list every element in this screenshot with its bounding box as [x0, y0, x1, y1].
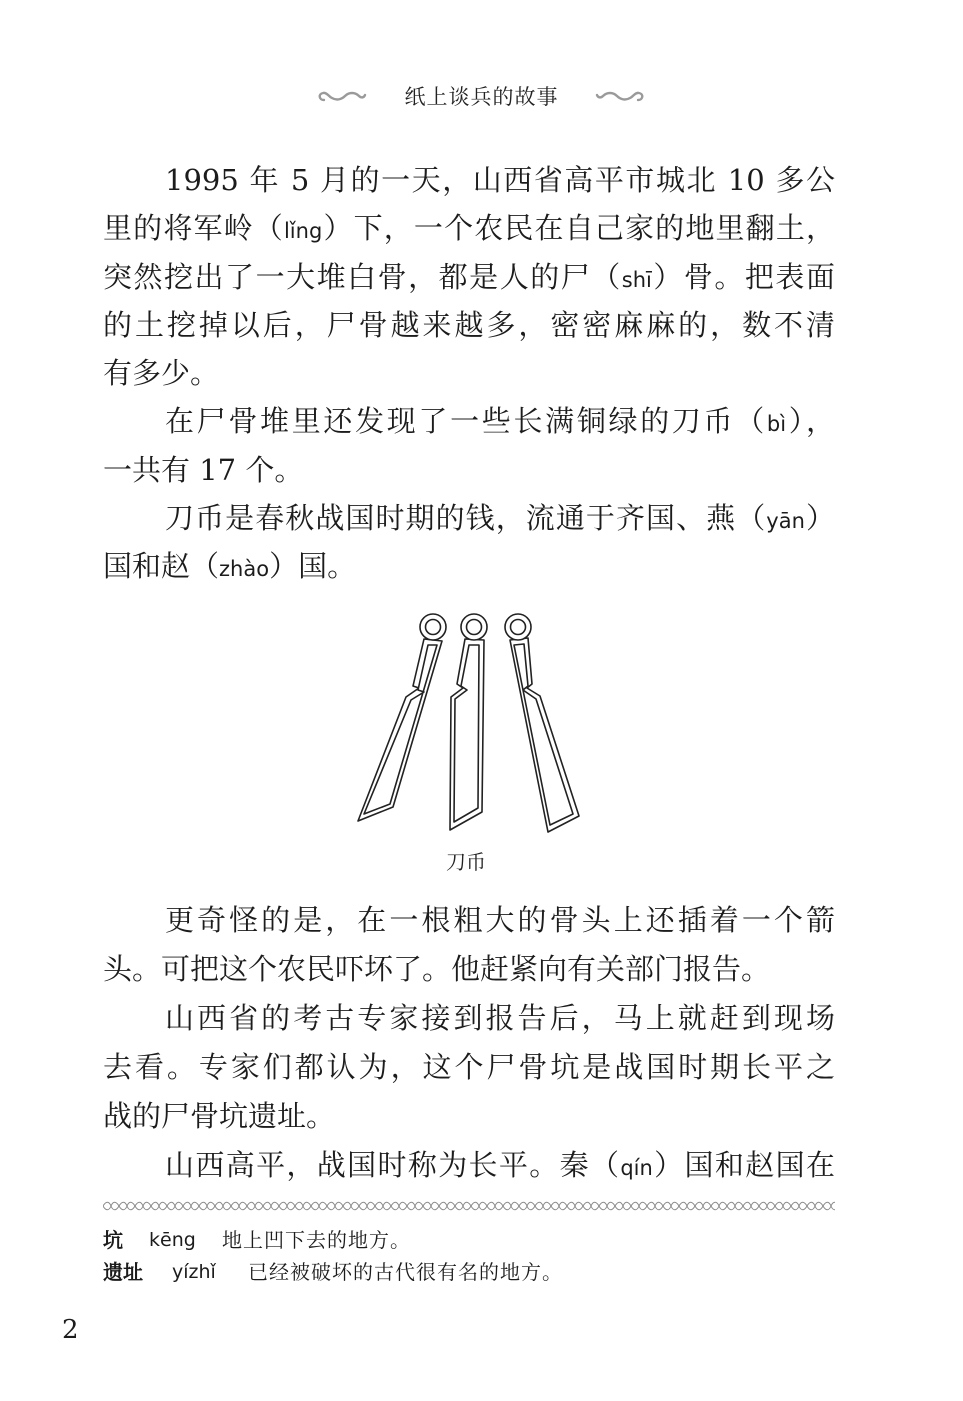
paragraph-1-line-5: 有多少。 — [103, 356, 220, 390]
pinyin-annotation: zhào — [219, 557, 270, 581]
paragraph-2-line-1: 在尸骨堆里还发现了一些长满铜绿的刀币（bì）， — [165, 404, 835, 439]
footnote-definition: 地上凹下去的地方。 — [222, 1228, 411, 1252]
page-number: 2 — [62, 1315, 79, 1345]
knife-coin-left — [358, 614, 446, 821]
footnote-term: 遗址 — [103, 1260, 143, 1284]
figure-caption: 刀币 — [446, 850, 486, 874]
pinyin-annotation: yān — [766, 508, 805, 533]
footnote-divider — [103, 1200, 835, 1212]
paragraph-1-line-4: 的土挖掉以后，尸骨越来越多，密密麻麻的，数不清 — [103, 307, 835, 342]
footnote-1 — [103, 1227, 123, 1253]
header-right-ornament-icon — [594, 87, 646, 107]
paragraph-1-line-3: 突然挖出了一大堆白骨，都是人的尸（shī）骨。把表面 — [103, 259, 835, 294]
body-text-upper — [103, 156, 835, 590]
paragraph-4-line-1: 更奇怪的是，在一根粗大的骨头上还插着一个箭 — [165, 902, 835, 937]
footnote-2-definition-wrap — [248, 1259, 563, 1285]
knife-coin-middle — [450, 614, 487, 830]
running-header-title: 纸上谈兵的故事 — [404, 85, 559, 109]
knife-coin-illustration — [340, 600, 600, 845]
paragraph-5-line-2: 去看。专家们都认为，这个尸骨坑是战国时期长平之 — [103, 1049, 835, 1084]
paragraph-4-line-2: 头。可把这个农民吓坏了。他赶紧向有关部门报告。 — [103, 951, 771, 986]
footnote-definition: 已经被破坏的古代很有名的地方。 — [248, 1260, 563, 1284]
body-text-lower — [103, 896, 835, 1190]
footnote-pinyin: yízhǐ — [172, 1261, 216, 1283]
footnote-pinyin: kēng — [149, 1229, 196, 1251]
pinyin-annotation: qín — [620, 1155, 653, 1180]
footnote-2 — [103, 1259, 143, 1285]
pinyin-annotation: bì — [766, 412, 787, 437]
paragraph-6-line-1: 山西高平，战国时称为长平。秦（qín）国和赵国在 — [165, 1147, 835, 1182]
paragraph-5-line-1: 山西省的考古专家接到报告后，马上就赶到现场 — [165, 1000, 835, 1035]
paragraph-2-line-2: 一共有 17 个。 — [103, 452, 304, 487]
pinyin-annotation: shī — [621, 267, 652, 292]
paragraph-3-line-1: 刀币是春秋战国时期的钱，流通于齐国、燕（yān） — [165, 500, 835, 535]
paragraph-1-line-2: 里的将军岭（lǐng）下，一个农民在自己家的地里翻土， — [103, 211, 835, 246]
footnote-2-pinyin-wrap — [172, 1259, 216, 1285]
paragraph-5-line-3: 战的尸骨坑遗址。 — [103, 1098, 336, 1133]
knife-coin-right — [505, 614, 579, 832]
pinyin-annotation: lǐng — [283, 219, 323, 244]
paragraph-1-line-1: 1995 年 5 月的一天，山西省高平市城北 10 多公 — [165, 163, 835, 197]
footnote-1-definition-wrap — [222, 1227, 411, 1253]
footnote-1-pinyin-wrap — [149, 1227, 196, 1253]
paragraph-3-line-2: 国和赵（zhào）国。 — [103, 549, 357, 583]
footnote-term: 坑 — [103, 1228, 123, 1252]
